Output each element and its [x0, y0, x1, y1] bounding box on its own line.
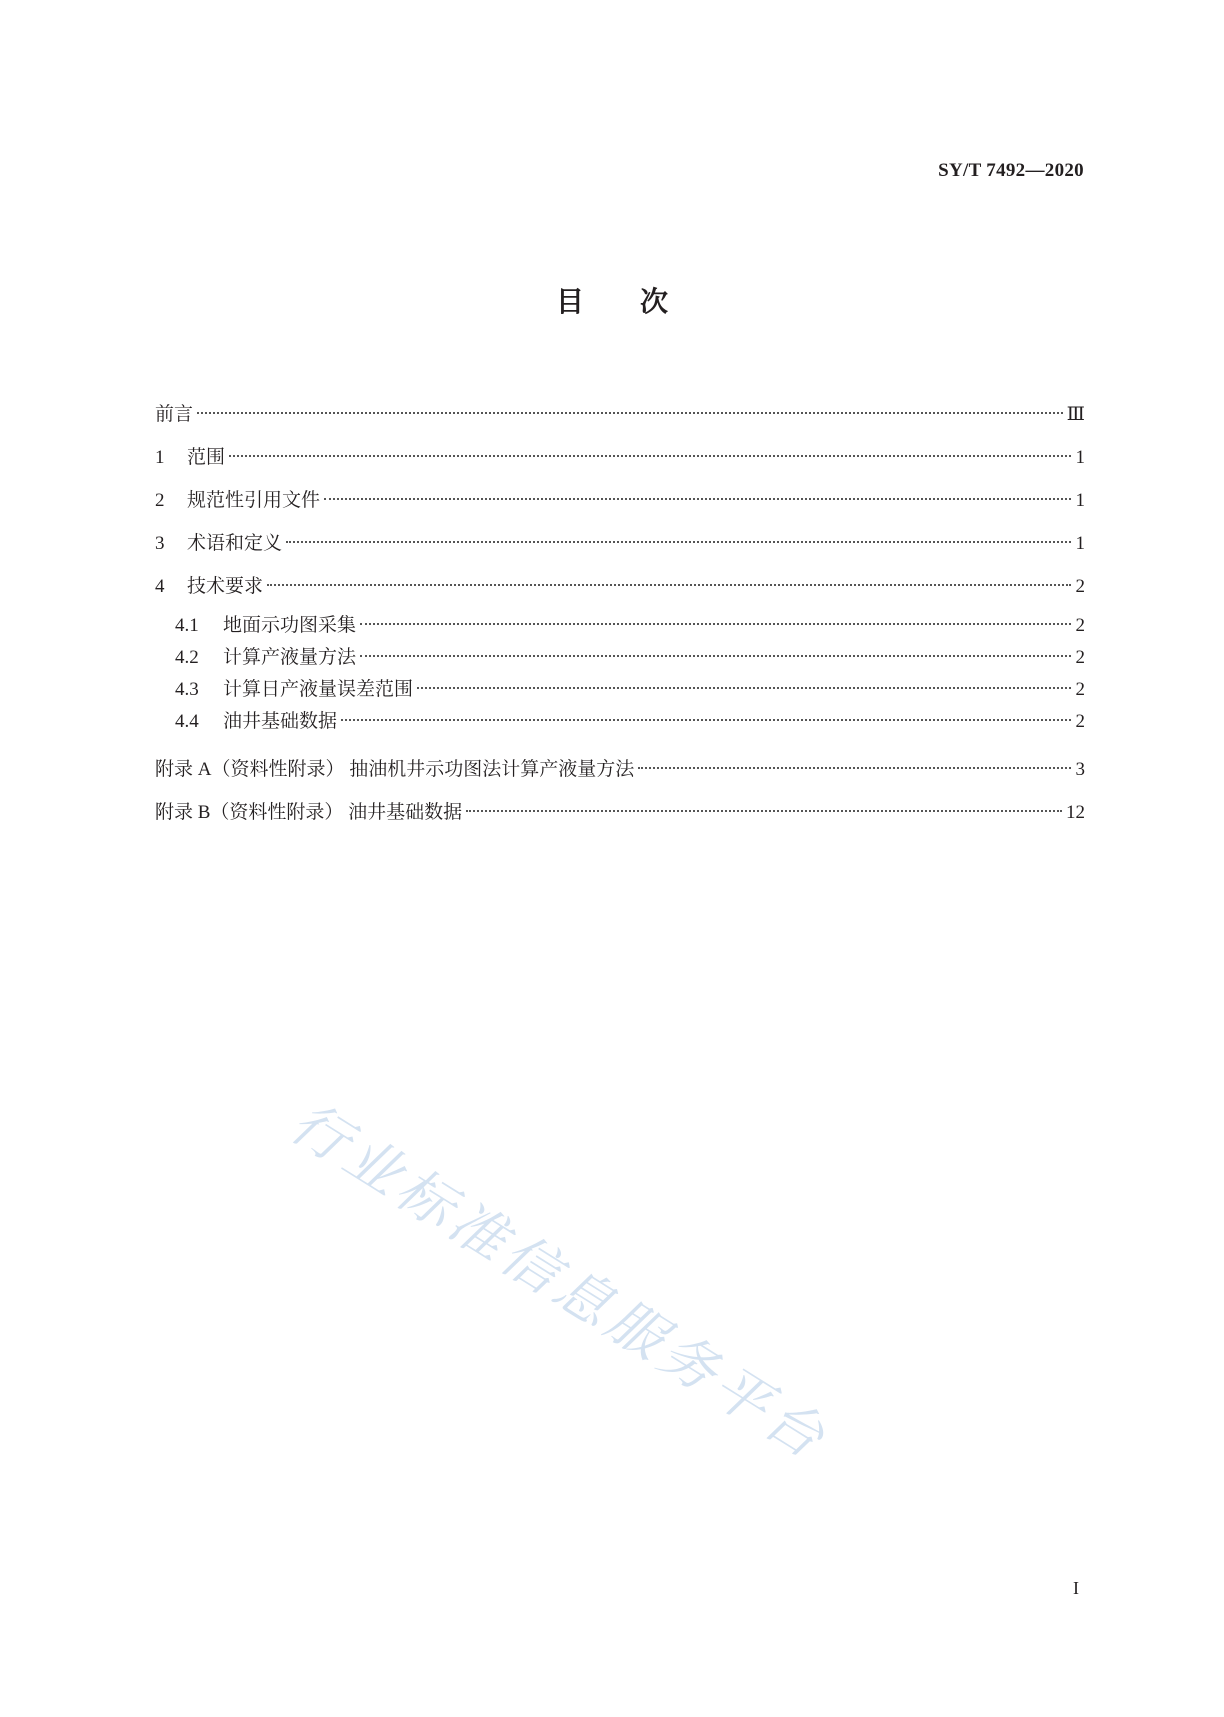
toc-entry-4-3[interactable]: [155, 674, 1085, 706]
toc-entry-number: 4.2: [175, 647, 199, 668]
toc-entry-label: 规范性引用文件: [187, 490, 321, 511]
dot-leader: [417, 687, 1071, 689]
toc-entry-label: 技术要求: [187, 576, 264, 597]
page-title: [0, 280, 1224, 320]
toc-entry-4[interactable]: [155, 565, 1085, 608]
standard-code: SY/T 7492—2020: [938, 160, 1084, 181]
dot-leader: [229, 455, 1071, 457]
watermark: 行业标准信息服务平台: [279, 1090, 840, 1474]
toc-entry-page: 3: [1075, 759, 1085, 780]
toc-entry-page: 2: [1075, 615, 1085, 636]
toc-entry-number: 1: [155, 447, 165, 468]
toc-entry-page: 2: [1075, 711, 1085, 732]
toc-entry-4-4[interactable]: [155, 706, 1085, 738]
toc-entry-number: 4.1: [175, 615, 199, 636]
toc-entry-number: 4: [155, 576, 165, 597]
toc-entry-label: 附录 B（资料性附录） 油井基础数据: [155, 802, 463, 823]
toc-entry-4-1[interactable]: [155, 610, 1085, 642]
toc-entry-3[interactable]: [155, 522, 1085, 565]
toc-entry-label: 计算产液量方法: [223, 647, 357, 668]
toc-entry-number: 2: [155, 490, 165, 511]
toc-entry-page: 2: [1075, 679, 1085, 700]
toc-entry-page: 12: [1066, 802, 1085, 823]
toc-entry-page: 1: [1075, 533, 1085, 554]
page-number: I: [1073, 1578, 1079, 1598]
dot-leader: [360, 623, 1071, 625]
toc-entry-appendix-a[interactable]: [155, 748, 1085, 791]
toc-entry-label: 范围: [187, 447, 226, 468]
table-of-contents: [155, 393, 1085, 834]
dot-leader: [324, 498, 1071, 500]
toc-entry-4-2[interactable]: [155, 642, 1085, 674]
dot-leader: [286, 541, 1071, 543]
toc-entry-label: 计算日产液量误差范围: [223, 679, 414, 700]
toc-entry-1[interactable]: [155, 436, 1085, 479]
toc-entry-appendix-b[interactable]: [155, 791, 1085, 834]
dot-leader: [466, 810, 1062, 812]
toc-entry-page: 2: [1075, 647, 1085, 668]
toc-entry-number: 4.4: [175, 711, 199, 732]
toc-entry-label: 附录 A（资料性附录） 抽油机井示功图法计算产液量方法: [155, 759, 635, 780]
toc-entry-page: Ⅲ: [1066, 404, 1085, 425]
toc-entry-page: 1: [1075, 447, 1085, 468]
toc-entry-page: 1: [1075, 490, 1085, 511]
toc-entry-label: 前言: [155, 404, 194, 425]
dot-leader: [197, 412, 1063, 414]
title-char-1: 目: [555, 285, 584, 318]
dot-leader: [341, 719, 1071, 721]
toc-entry-page: 2: [1075, 576, 1085, 597]
dot-leader: [360, 655, 1071, 657]
toc-entry-number: 3: [155, 533, 165, 554]
toc-entry-label: 术语和定义: [187, 533, 283, 554]
toc-entry-number: 4.3: [175, 679, 199, 700]
toc-entry-foreword[interactable]: [155, 393, 1085, 436]
dot-leader: [267, 584, 1071, 586]
dot-leader: [638, 767, 1071, 769]
toc-entry-2[interactable]: [155, 479, 1085, 522]
toc-entry-label: 油井基础数据: [223, 711, 338, 732]
title-char-2: 次: [640, 285, 669, 318]
toc-entry-label: 地面示功图采集: [223, 615, 357, 636]
